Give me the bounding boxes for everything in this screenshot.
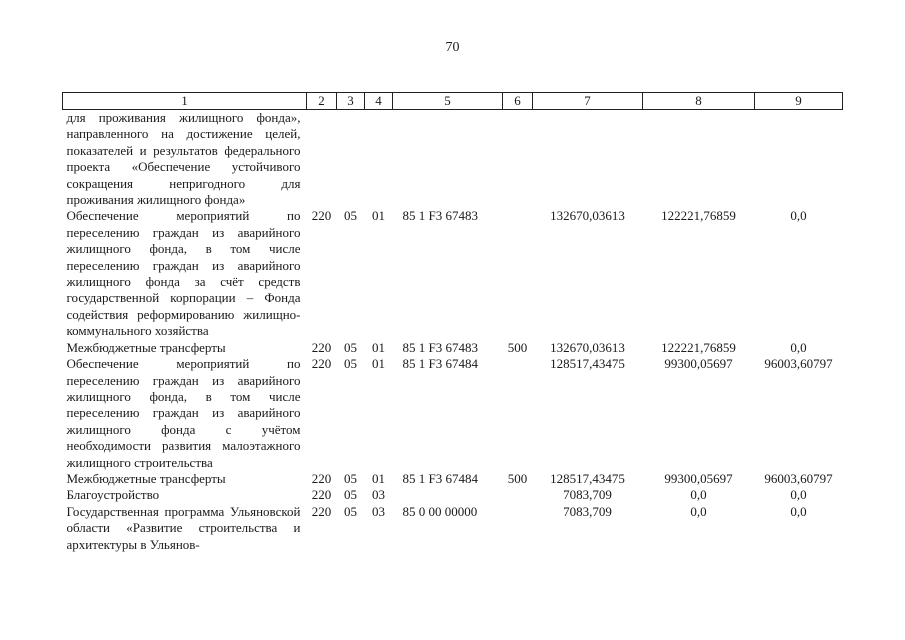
row-amount-col8: 0,0 [690,503,707,519]
row-amount-col9 [755,110,843,209]
row-admin-code: 220 [311,487,332,503]
row-name: Обеспечение мероприятий по переселению граждан из аварийного жилищного фонда, в том числе переселению граждан из аварийного жилищного фонда за счёт средств государственной корпорации – Фонда содействия реформированию жилищно-коммунального хозяйства [66,208,301,339]
row-amount-col8: 99300,05697 [664,470,733,486]
row-target-code: 85 0 00 00000 [402,503,478,519]
header-row [63,93,843,110]
header-col-5: 5 [393,93,503,110]
page-number: 70 [445,40,460,55]
row-name: Благоустройство [66,487,160,503]
row-amount-col7: 7083,709 [563,503,612,519]
row-subsection: 01 [372,339,385,355]
table-row [63,110,843,209]
row-expense-type [503,208,533,339]
row-expense-type: 500 [507,470,528,486]
row-section: 05 [344,208,357,224]
row-name: Межбюджетные трансферты [66,470,226,486]
row-amount-col7: 128517,43475 [550,470,625,486]
row-section: 05 [344,487,357,503]
row-admin-code: 220 [311,503,332,519]
header-col-4: 4 [365,93,393,110]
row-amount-col9: 96003,60797 [764,470,833,486]
row-amount-col9: 0,0 [790,503,807,519]
row-admin-code: 220 [311,339,332,355]
row-section: 05 [344,339,357,355]
table-row [63,356,843,471]
row-target-code: 85 1 F3 67484 [402,356,478,372]
row-subsection: 03 [372,503,385,519]
row-subsection: 01 [372,470,385,486]
row-amount-col9: 0,0 [790,208,807,224]
row-subsection: 03 [372,487,385,503]
row-amount-col9: 0,0 [790,487,807,503]
row-amount-col7: 132670,03613 [550,339,625,355]
row-admin-code: 220 [311,208,332,224]
row-subsection: 01 [372,208,385,224]
row-name: Обеспечение мероприятий по переселению граждан из аварийного жилищного фонда, в том числе переселению граждан из аварийного жилищного фонда с учётом необходимости развития малоэтажного жилищного строительства [66,356,301,470]
row-target-code [393,110,503,209]
table-body [63,110,843,553]
header-col-2: 2 [307,93,337,110]
row-amount-col7: 128517,43475 [550,356,625,372]
budget-table [62,92,843,553]
row-amount-col8: 99300,05697 [664,356,733,372]
row-subsection: 01 [372,356,385,372]
row-amount-col8: 122221,76859 [661,339,736,355]
row-expense-type [503,487,533,503]
row-expense-type [503,504,533,553]
row-target-code: 85 1 F3 67483 [402,339,478,355]
row-section [337,110,365,209]
row-amount-col7: 7083,709 [563,487,612,503]
header-col-1: 1 [63,93,307,110]
row-target-code: 85 1 F3 67483 [402,208,478,224]
row-amount-col7 [533,110,643,209]
header-col-3: 3 [337,93,365,110]
row-amount-col9: 0,0 [790,339,807,355]
table-row [63,340,843,356]
row-expense-type [503,356,533,471]
row-target-code [393,487,503,503]
row-section: 05 [344,470,357,486]
header-col-9: 9 [755,93,843,110]
table-row [63,487,843,503]
row-admin-code: 220 [311,356,332,372]
row-amount-col9: 96003,60797 [764,356,833,372]
row-amount-col8: 0,0 [690,487,707,503]
row-name: Межбюджетные трансферты [66,339,226,355]
row-admin-code [307,110,337,209]
table-row [63,471,843,487]
row-section: 05 [344,503,357,519]
row-amount-col7: 132670,03613 [550,208,625,224]
table-header [63,93,843,110]
table-row [63,504,843,553]
row-admin-code: 220 [311,470,332,486]
budget-table-container [62,92,842,553]
row-expense-type [503,110,533,209]
row-section: 05 [344,356,357,372]
header-col-7: 7 [533,93,643,110]
table-row [63,208,843,339]
row-expense-type: 500 [507,339,528,355]
row-amount-col8: 122221,76859 [661,208,736,224]
header-col-6: 6 [503,93,533,110]
row-amount-col8 [643,110,755,209]
row-name: Государственная программа Ульяновской области «Развитие строительства и архитектуры в Ульянов- [66,503,301,552]
header-col-8: 8 [643,93,755,110]
row-target-code: 85 1 F3 67484 [402,470,478,486]
row-name: для проживания жилищного фонда», направленного на достижение целей, показателей и результатов федерального проекта «Обеспечение устойчивого сокращения непригодного для проживания жилищного фонда» [66,110,301,208]
row-subsection [365,110,393,209]
